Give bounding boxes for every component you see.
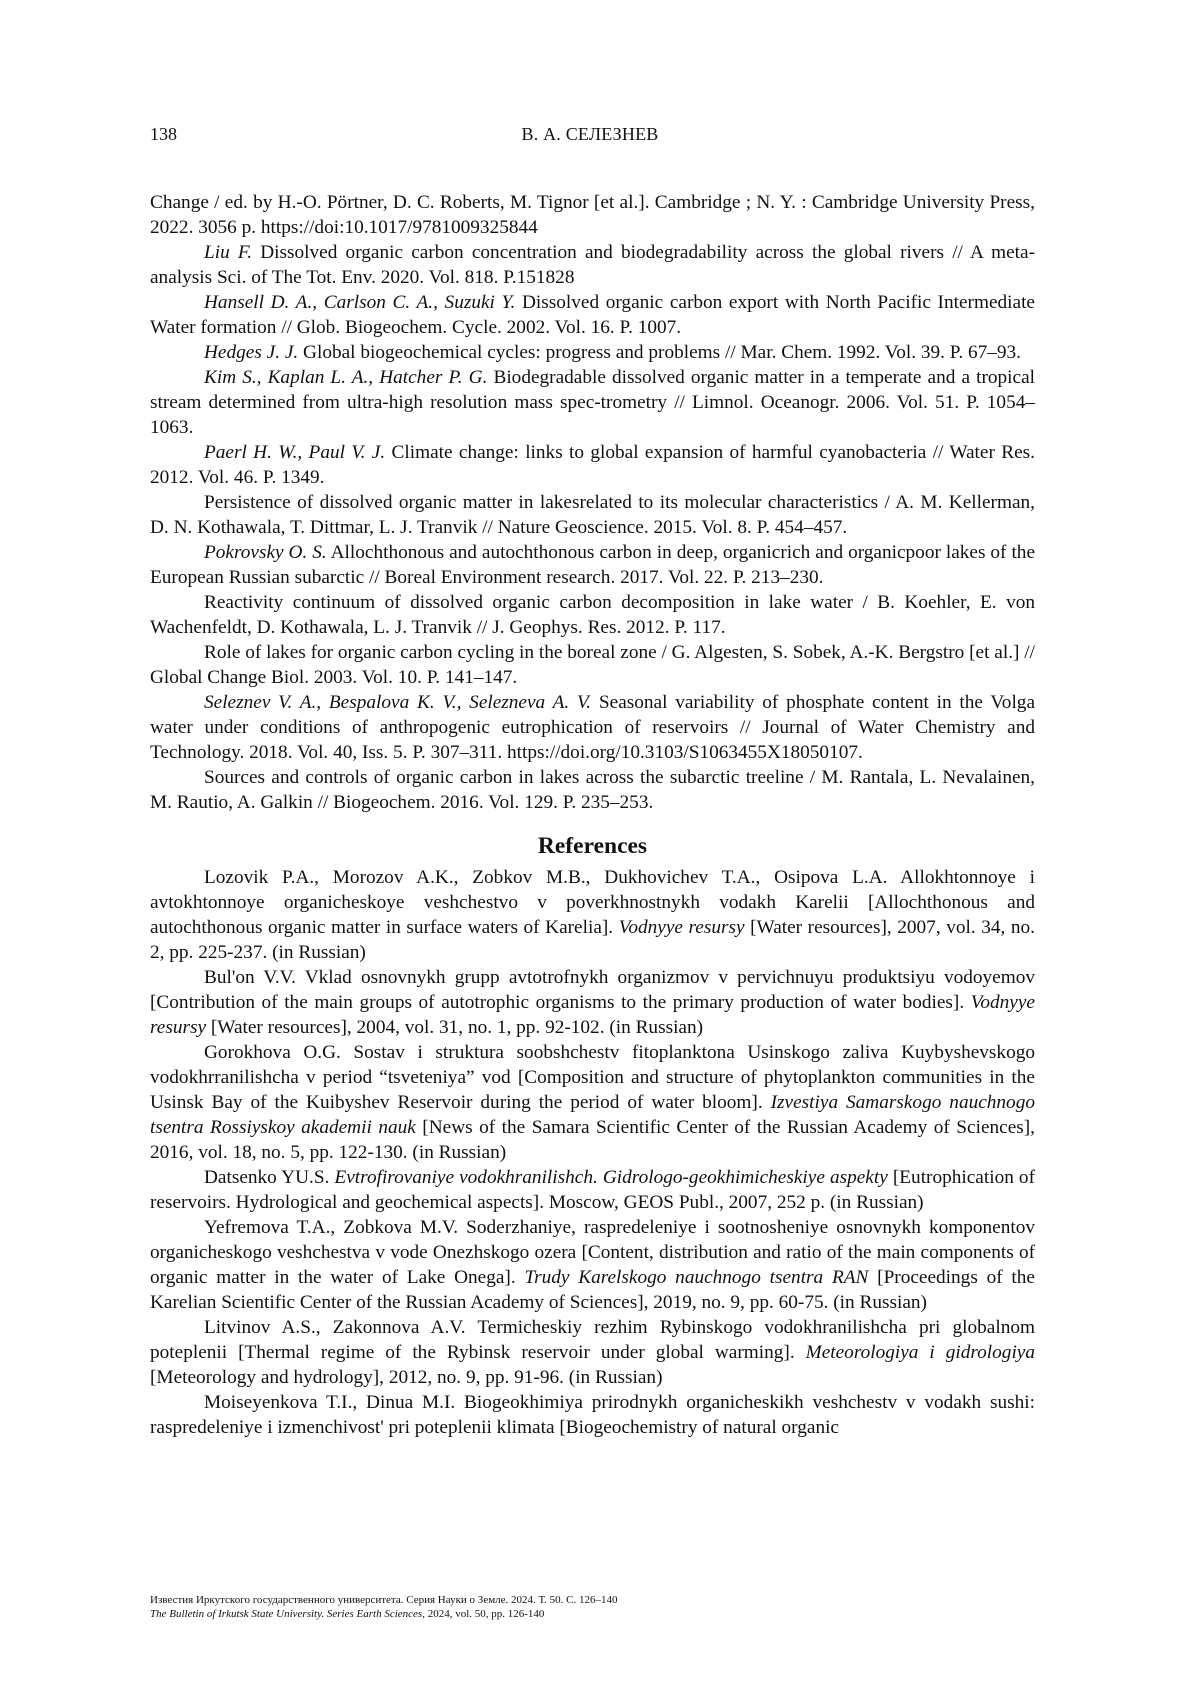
entry-text: Dissolved organic carbon concentration and biodegradability across the global rivers // A meta-analysis Sci. of The Tot. Env. 2020. Vol. 818. P.151828	[150, 242, 1035, 288]
entry-text: Change / ed. by H.-O. Pörtner, D. C. Roberts, M. Tignor [et al.]. Cambridge ; N. Y. : Cambridge University Press, 2022. 3056 p. https://doi:10.1017/9781009325844	[150, 192, 1035, 238]
bibliography-list	[150, 190, 1035, 815]
reference-details: [Water resources], 2004, vol. 31, no. 1, pp. 92-102. (in Russian)	[206, 1017, 704, 1038]
entry-authors: Seleznev V. A., Bespalova K. V., Selezneva A. V.	[204, 692, 592, 713]
reference-journal: Meteorologiya i gidrologiya	[805, 1342, 1036, 1363]
running-header	[150, 124, 1030, 148]
reference-text: Lozovik P.A., Morozov A.K., Zobkov M.B., Dukhovichev T.A., Osipova L.A. Allokhtonnoye i avtokhtonnoye organicheskoye veshchestvo v poverkhnostnykh vodakh Karelii [Allochthonous and autochthonous organic matter in surface waters of Karelia].	[150, 867, 1035, 938]
references-heading: References	[537, 833, 648, 859]
page-number: 138	[150, 124, 177, 144]
footer-journal-en-details: , 2024, vol. 50, pp. 126-140	[422, 1608, 545, 1620]
reference-text: Bul'on V.V. Vklad osnovnykh grupp avtotrofnykh organizmov v pervichnuyu produktsiyu vodoyemov [Contribution of the main groups of autotrophic organisms to the primary production of water bodies].	[150, 967, 1035, 1013]
bibliography-entry	[150, 590, 1035, 640]
bibliography-entry	[150, 190, 1035, 240]
entry-text: Global biogeochemical cycles: progress and problems // Mar. Chem. 1992. Vol. 39. P. 67–93.	[298, 342, 1022, 363]
entry-text: Seasonal variability of phosphate content in the Volga water under conditions of anthropogenic eutrophication of reservoirs // Journal of Water Chemistry and Technology. 2018. Vol. 40, Iss. 5. P. 307–311. https://doi.org/10.3103/S1063455X18050107.	[150, 692, 1035, 763]
references-list	[150, 865, 1035, 1440]
bibliography-entry	[150, 540, 1035, 590]
reference-journal: Trudy Karelskogo nauchnogo tsentra RAN	[524, 1267, 869, 1288]
footer-journal-ru: Известия Иркутского государственного университета. Серия Науки о Земле. 2024. Т. 50. С. 126–140	[150, 1594, 618, 1606]
reference-text: Datsenko YU.S.	[204, 1167, 335, 1188]
reference-entry	[150, 1215, 1035, 1315]
reference-details: [Water resources], 2007, vol. 34, no. 2, pp. 225-237. (in Russian)	[150, 917, 1035, 963]
reference-details: [News of the Samara Scientific Center of the Russian Academy of Sciences], 2016, vol. 18, no. 5, pp. 122-130. (in Russian)	[150, 1117, 1035, 1163]
entry-authors: Hedges J. J.	[204, 342, 299, 363]
running-author: В. А. СЕЛЕЗНЕВ	[521, 124, 659, 144]
entry-text: Allochthonous and autochthonous carbon in deep, organicrich and organicpoor lakes of the European Russian subarctic // Boreal Environment research. 2017. Vol. 22. P. 213–230.	[150, 542, 1035, 588]
entry-text: Dissolved organic carbon export with North Pacific Intermediate Water formation // Glob. Biogeochem. Cycle. 2002. Vol. 16. P. 1007.	[150, 292, 1035, 338]
footer-journal-en	[150, 1607, 1030, 1621]
reference-journal: Vodnyye resursy	[618, 917, 745, 938]
reference-details: [Meteorology and hydrology], 2012, no. 9, pp. 91-96. (in Russian)	[150, 1367, 663, 1388]
reference-journal: Evtrofirovaniye vodokhranilishch. Gidrologo-geokhimicheskiye aspekty	[334, 1167, 888, 1188]
bibliography-entry	[150, 290, 1035, 340]
reference-details: [Eutrophication of reservoirs. Hydrological and geochemical aspects]. Moscow, GEOS Publ., 2007, 252 p. (in Russian)	[150, 1167, 1035, 1213]
bibliography-entry	[150, 765, 1035, 815]
entry-authors: Kim S., Kaplan L. A., Hatcher P. G.	[204, 367, 488, 388]
entry-authors: Pokrovsky O. S.	[204, 542, 327, 563]
reference-journal: Vodnyye resursy	[150, 992, 1035, 1038]
page-body	[150, 190, 1035, 1440]
reference-text: Gorokhova O.G. Sostav i struktura soobshchestv fitoplanktona Usinskogo zaliva Kuybyshevskogo vodokhrranilishcha v period “tsveteniya” vod [Composition and structure of phytoplankton communities in the Usinsk Bay of the Kuibyshev Reservoir during the period of water bloom].	[150, 1042, 1035, 1113]
entry-text: Role of lakes for organic carbon cycling in the boreal zone / G. Algesten, S. Sobek, A.-K. Bergstro [et al.] // Global Change Biol. 2003. Vol. 10. P. 141–147.	[150, 642, 1035, 688]
reference-entry	[150, 865, 1035, 965]
bibliography-entry	[150, 690, 1035, 765]
bibliography-entry	[150, 490, 1035, 540]
reference-entry	[150, 1040, 1035, 1165]
footer-journal-en-title: The Bulletin of Irkutsk State University. Series Earth Sciences	[150, 1608, 423, 1620]
entry-text: Reactivity continuum of dissolved organic carbon decomposition in lake water / B. Koehler, E. von Wachenfeldt, D. Kothawala, L. J. Tranvik // J. Geophys. Res. 2012. P. 117.	[150, 592, 1035, 638]
page-footer	[150, 1593, 1030, 1621]
entry-authors: Paerl H. W., Paul V. J.	[204, 442, 386, 463]
bibliography-entry	[150, 365, 1035, 440]
reference-entry	[150, 1165, 1035, 1215]
reference-text: Yefremova T.A., Zobkova M.V. Soderzhaniye, raspredeleniye i sootnosheniye osnovnykh komponentov organicheskogo veshchestva v vode Onezhskogo ozera [Content, distribution and ratio of the main components of organic matter in the water of Lake Onega].	[150, 1217, 1035, 1288]
bibliography-entry	[150, 340, 1035, 365]
entry-text: Climate change: links to global expansion of harmful cyanobacteria // Water Res. 2012. Vol. 46. P. 1349.	[150, 442, 1035, 488]
reference-entry	[150, 1315, 1035, 1390]
bibliography-entry	[150, 640, 1035, 690]
entry-authors: Hansell D. A., Carlson C. A., Suzuki Y.	[204, 292, 516, 313]
entry-text: Sources and controls of organic carbon in lakes across the subarctic treeline / M. Rantala, L. Nevalainen, M. Rautio, A. Galkin // Biogeochem. 2016. Vol. 129. P. 235–253.	[150, 767, 1035, 813]
reference-entry	[150, 965, 1035, 1040]
reference-journal: Izvestiya Samarskogo nauchnogo tsentra Rossiyskoy akademii nauk	[150, 1092, 1035, 1138]
reference-entry	[150, 1390, 1035, 1440]
reference-text: Litvinov A.S., Zakonnova A.V. Termicheskiy rezhim Rybinskogo vodokhranilishcha pri globalnom poteplenii [Thermal regime of the Rybinsk reservoir under global warming].	[150, 1317, 1035, 1363]
bibliography-entry	[150, 240, 1035, 290]
bibliography-entry	[150, 440, 1035, 490]
entry-authors: Liu F.	[204, 242, 253, 263]
reference-details: [Proceedings of the Karelian Scientific Center of the Russian Academy of Sciences], 2019, no. 9, pp. 60-75. (in Russian)	[150, 1267, 1035, 1313]
entry-text: Biodegradable dissolved organic matter in a temperate and a tropical stream determined from ultra-high resolution mass spec-trometry // Limnol. Oceanogr. 2006. Vol. 51. P. 1054–1063.	[150, 367, 1035, 438]
reference-text: Moiseyenkova T.I., Dinua M.I. Biogeokhimiya prirodnykh organicheskikh veshchestv v vodakh sushi: raspredeleniye i izmenchivost' pri poteplenii klimata [Biogeochemistry of natural organic	[150, 1392, 1035, 1438]
entry-text: Persistence of dissolved organic matter in lakesrelated to its molecular characteristics / A. M. Kellerman, D. N. Kothawala, T. Dittmar, L. J. Tranvik // Nature Geoscience. 2015. Vol. 8. P. 454–457.	[150, 492, 1035, 538]
